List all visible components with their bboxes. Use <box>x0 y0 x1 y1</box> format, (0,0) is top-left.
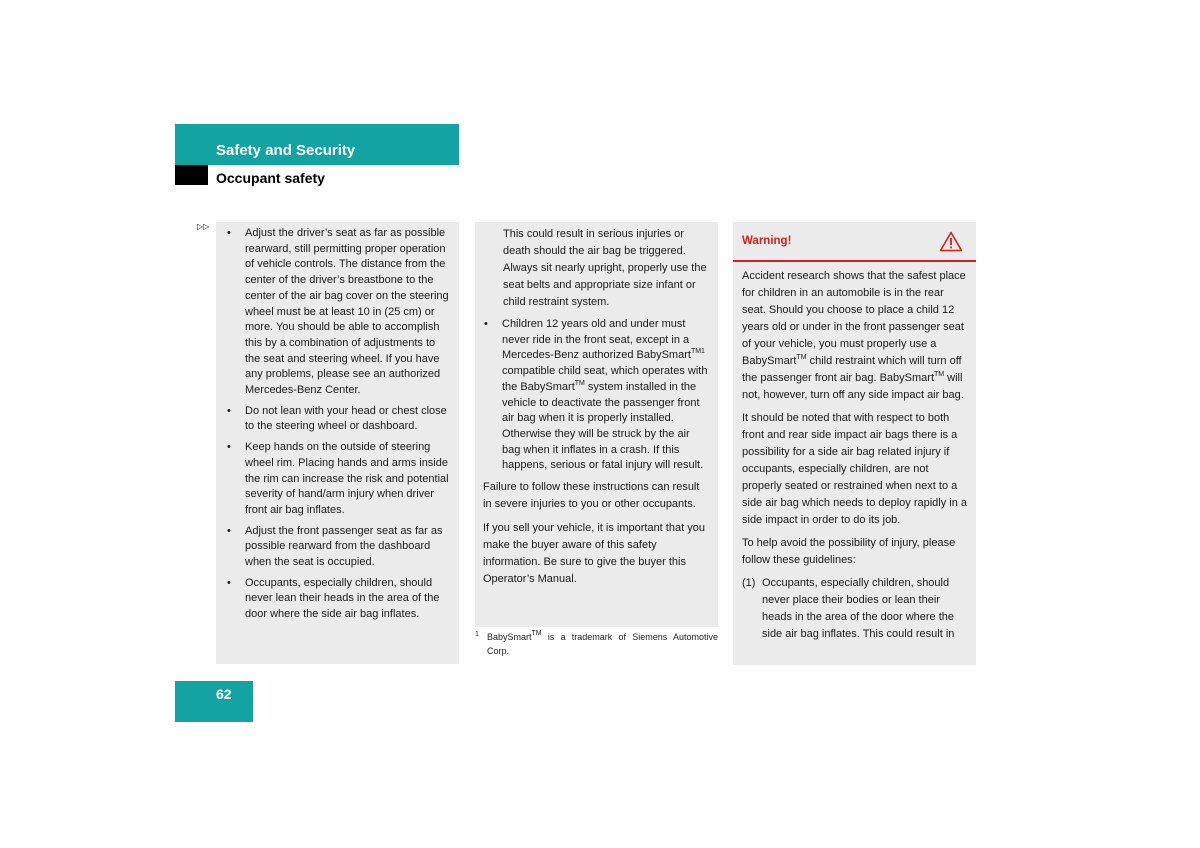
list-item: • Adjust the driver’s seat as far as possible rearward, still permitting proper operation of vehicle controls. The distance from the center of the driver’s breastbone to the center of the air bag cover on the steering wheel must be at least 10 in (25 cm) or more. You should be able to accomplish this by a combination of adjustments to the seat and steering wheel. If you have any problems, please see an authorized Mercedes-Benz Center. <box>226 226 451 399</box>
bullet-list <box>483 317 710 474</box>
warning-title: Warning! <box>742 235 792 247</box>
bullet-text: system installed in the vehicle to deactivate the passenger front air bag when it is properly installed. Otherwise they will be struck by the air bag when it inflates in a crash. If this happens, serious or fatal injury will result. <box>502 380 704 472</box>
trademark-mark: TM <box>934 371 945 378</box>
list-item <box>483 317 710 474</box>
warning-body <box>733 262 976 643</box>
paragraph: To help avoid the possibility of injury, please follow these guidelines: <box>742 537 956 566</box>
bullet-list <box>226 226 451 623</box>
list-item: • Adjust the front passenger seat as far as possible rearward from the dashboard when the seat is occupied. <box>226 524 451 571</box>
trademark-mark: TM <box>690 348 702 356</box>
column-middle <box>475 222 718 627</box>
paragraph: If you sell your vehicle, it is important that you make the buyer aware of this safety information. Be sure to give the buyer this Operator’s Manual. <box>483 521 705 585</box>
warning-text: will not, however, turn off any side impact air bag. <box>742 372 964 401</box>
footnote-ref: 1 <box>701 348 705 356</box>
page-number-box <box>175 681 253 722</box>
warning-box <box>733 222 976 665</box>
item-text: Occupants, especially children, should never place their bodies or lean their heads in the area of the door where the side air bag inflates. This could result in <box>762 577 955 640</box>
list-item: • Keep hands on the outside of steering wheel rim. Placing hands and arms inside the rim can increase the risk and potential severity of hand/arm injury when driver front air bag inflates. <box>226 440 451 519</box>
footnote-text-b: is a trademark of Siemens Automotive Corp. <box>487 632 718 656</box>
paragraph: It should be noted that with respect to both front and rear side impact air bags there is a possibility for a side air bag related injury if occupants, especially children, are not properly seated or restrained when next to a side air bag which needs to deploy rapidly in a side impact in order to do its job. <box>742 412 968 526</box>
numbered-item <box>742 575 968 643</box>
footnote-number: 1 <box>475 631 479 638</box>
paragraph: Failure to follow these instructions can result in severe injuries to you or other occupants. <box>483 481 700 511</box>
footnote-text-a: BabySmart <box>487 632 532 642</box>
trademark-mark: TM <box>574 379 585 387</box>
page-number: 62 <box>216 686 232 702</box>
column-left <box>216 222 459 664</box>
warning-text: Accident research shows that the safest place for children in an automobile is in the rear seat. Should you choose to place a child 12 years old or under in the front passenger seat of your vehicle, you must properly use a BabySmart <box>742 270 966 367</box>
paragraph <box>742 268 968 404</box>
subsection-tab <box>175 165 208 185</box>
continued-paragraph: This could result in serious injuries or death should the air bag be triggered. Always sit nearly upright, properly use the seat belts and appropriate size infant or child restraint system. <box>503 228 707 308</box>
warning-text: child restraint which will turn off the passenger front air bag. BabySmart <box>742 355 962 384</box>
warning-header <box>733 222 976 262</box>
bullet-text: compatible child seat, which operates with the BabySmart <box>502 365 708 393</box>
section-title: Safety and Security <box>216 142 356 159</box>
bullet-text: Children 12 years old and under must never ride in the front seat, except in a Mercedes-Benz authorized BabySmart <box>502 318 691 362</box>
subsection-title: Occupant safety <box>216 170 325 186</box>
list-item: • Occupants, especially children, should never lean their heads in the area of the door where the side air bag inflates. <box>226 576 451 623</box>
trademark-mark: TM <box>796 354 807 361</box>
footnote <box>475 630 718 658</box>
warning-triangle-icon <box>939 231 963 258</box>
continue-arrows-icon: ▷▷ <box>197 222 210 231</box>
footnote-text <box>475 630 718 658</box>
item-number: (1) <box>742 577 756 589</box>
trademark-mark: TM <box>531 630 542 637</box>
list-item: • Do not lean with your head or chest close to the steering wheel or dashboard. <box>226 404 451 435</box>
